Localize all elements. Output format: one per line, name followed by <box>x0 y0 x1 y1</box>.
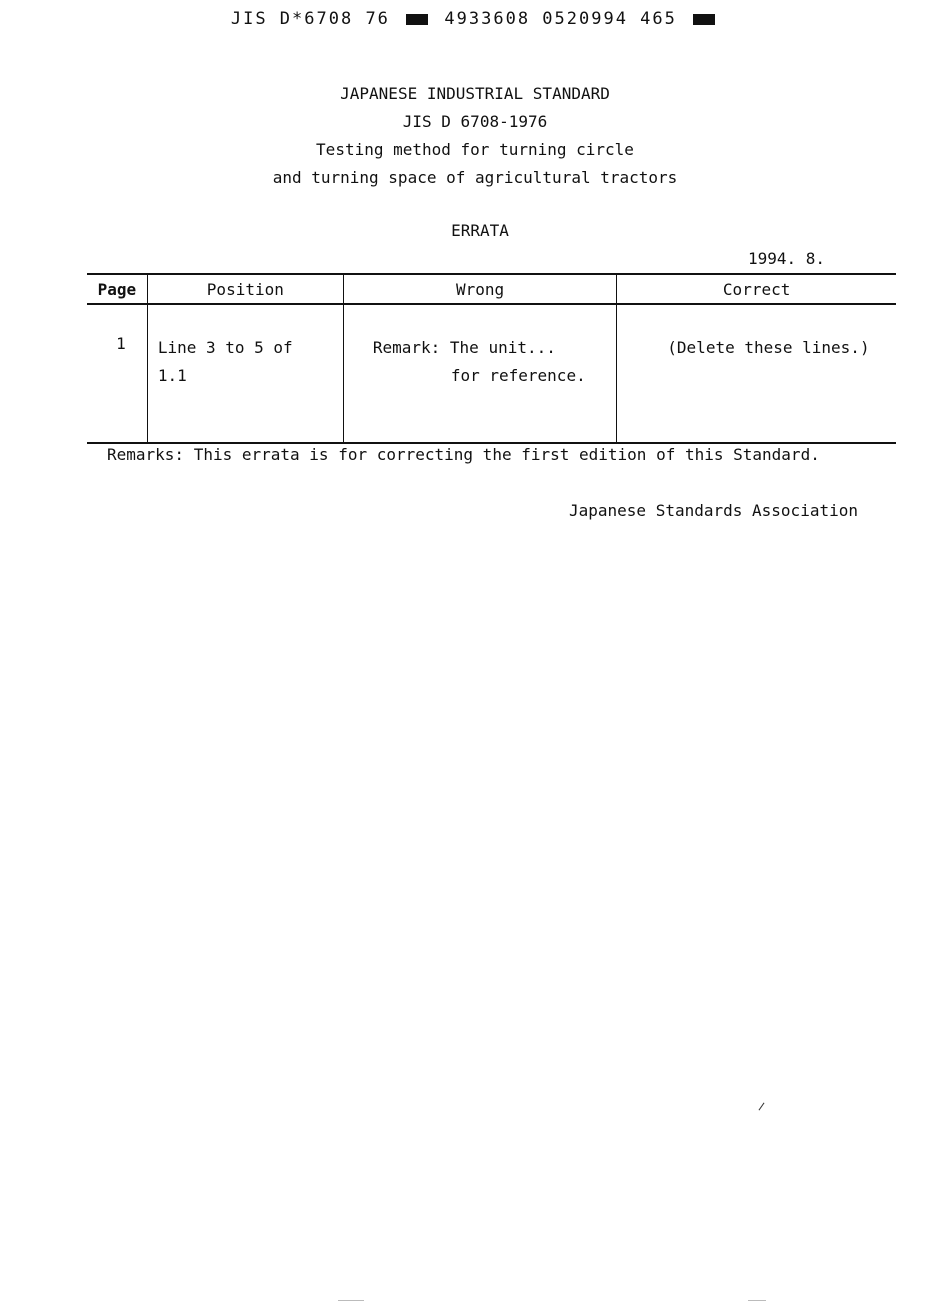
scan-edge-mark <box>748 1300 766 1301</box>
column-header-position: Position <box>147 274 343 304</box>
errata-title: ERRATA <box>451 221 509 240</box>
cell-position-line1: Line 3 to 5 of <box>157 338 293 357</box>
document-code-part1: JIS D*6708 76 <box>230 9 390 29</box>
cell-wrong-line2: for reference. <box>450 366 586 385</box>
column-header-wrong: Wrong <box>343 274 616 304</box>
remarks-text: Remarks: This errata is for correcting the first edition of this Standard. <box>107 445 820 464</box>
column-header-page: Page <box>87 274 147 304</box>
scan-edge-mark <box>338 1300 364 1301</box>
barcode-block <box>406 14 428 25</box>
cell-wrong-line1: Remark: The unit... <box>372 338 556 357</box>
document-code-part2: 4933608 0520994 465 <box>444 9 677 29</box>
barcode-block <box>693 14 715 25</box>
table-header-row <box>87 274 896 304</box>
cell-correct: (Delete these lines.) <box>617 304 896 443</box>
header-title-line1: Testing method for turning circle <box>316 140 634 159</box>
cell-position <box>147 304 343 443</box>
cell-wrong <box>343 304 616 443</box>
errata-table <box>87 273 896 444</box>
document-code-line <box>0 9 950 29</box>
cell-page-value: 1 <box>116 334 126 353</box>
column-header-correct: Correct <box>617 274 896 304</box>
table-row <box>87 304 896 443</box>
header-title-line2: and turning space of agricultural tractors <box>272 168 678 187</box>
cell-page <box>87 304 147 443</box>
errata-date: 1994. 8. <box>748 249 826 268</box>
stray-pen-mark <box>759 1103 765 1111</box>
document-header <box>0 80 950 192</box>
header-standard-name: JAPANESE INDUSTRIAL STANDARD <box>340 84 610 103</box>
issuer-signature: Japanese Standards Association <box>569 501 858 520</box>
header-standard-number: JIS D 6708-1976 <box>402 112 548 131</box>
cell-position-line2: 1.1 <box>157 366 187 385</box>
